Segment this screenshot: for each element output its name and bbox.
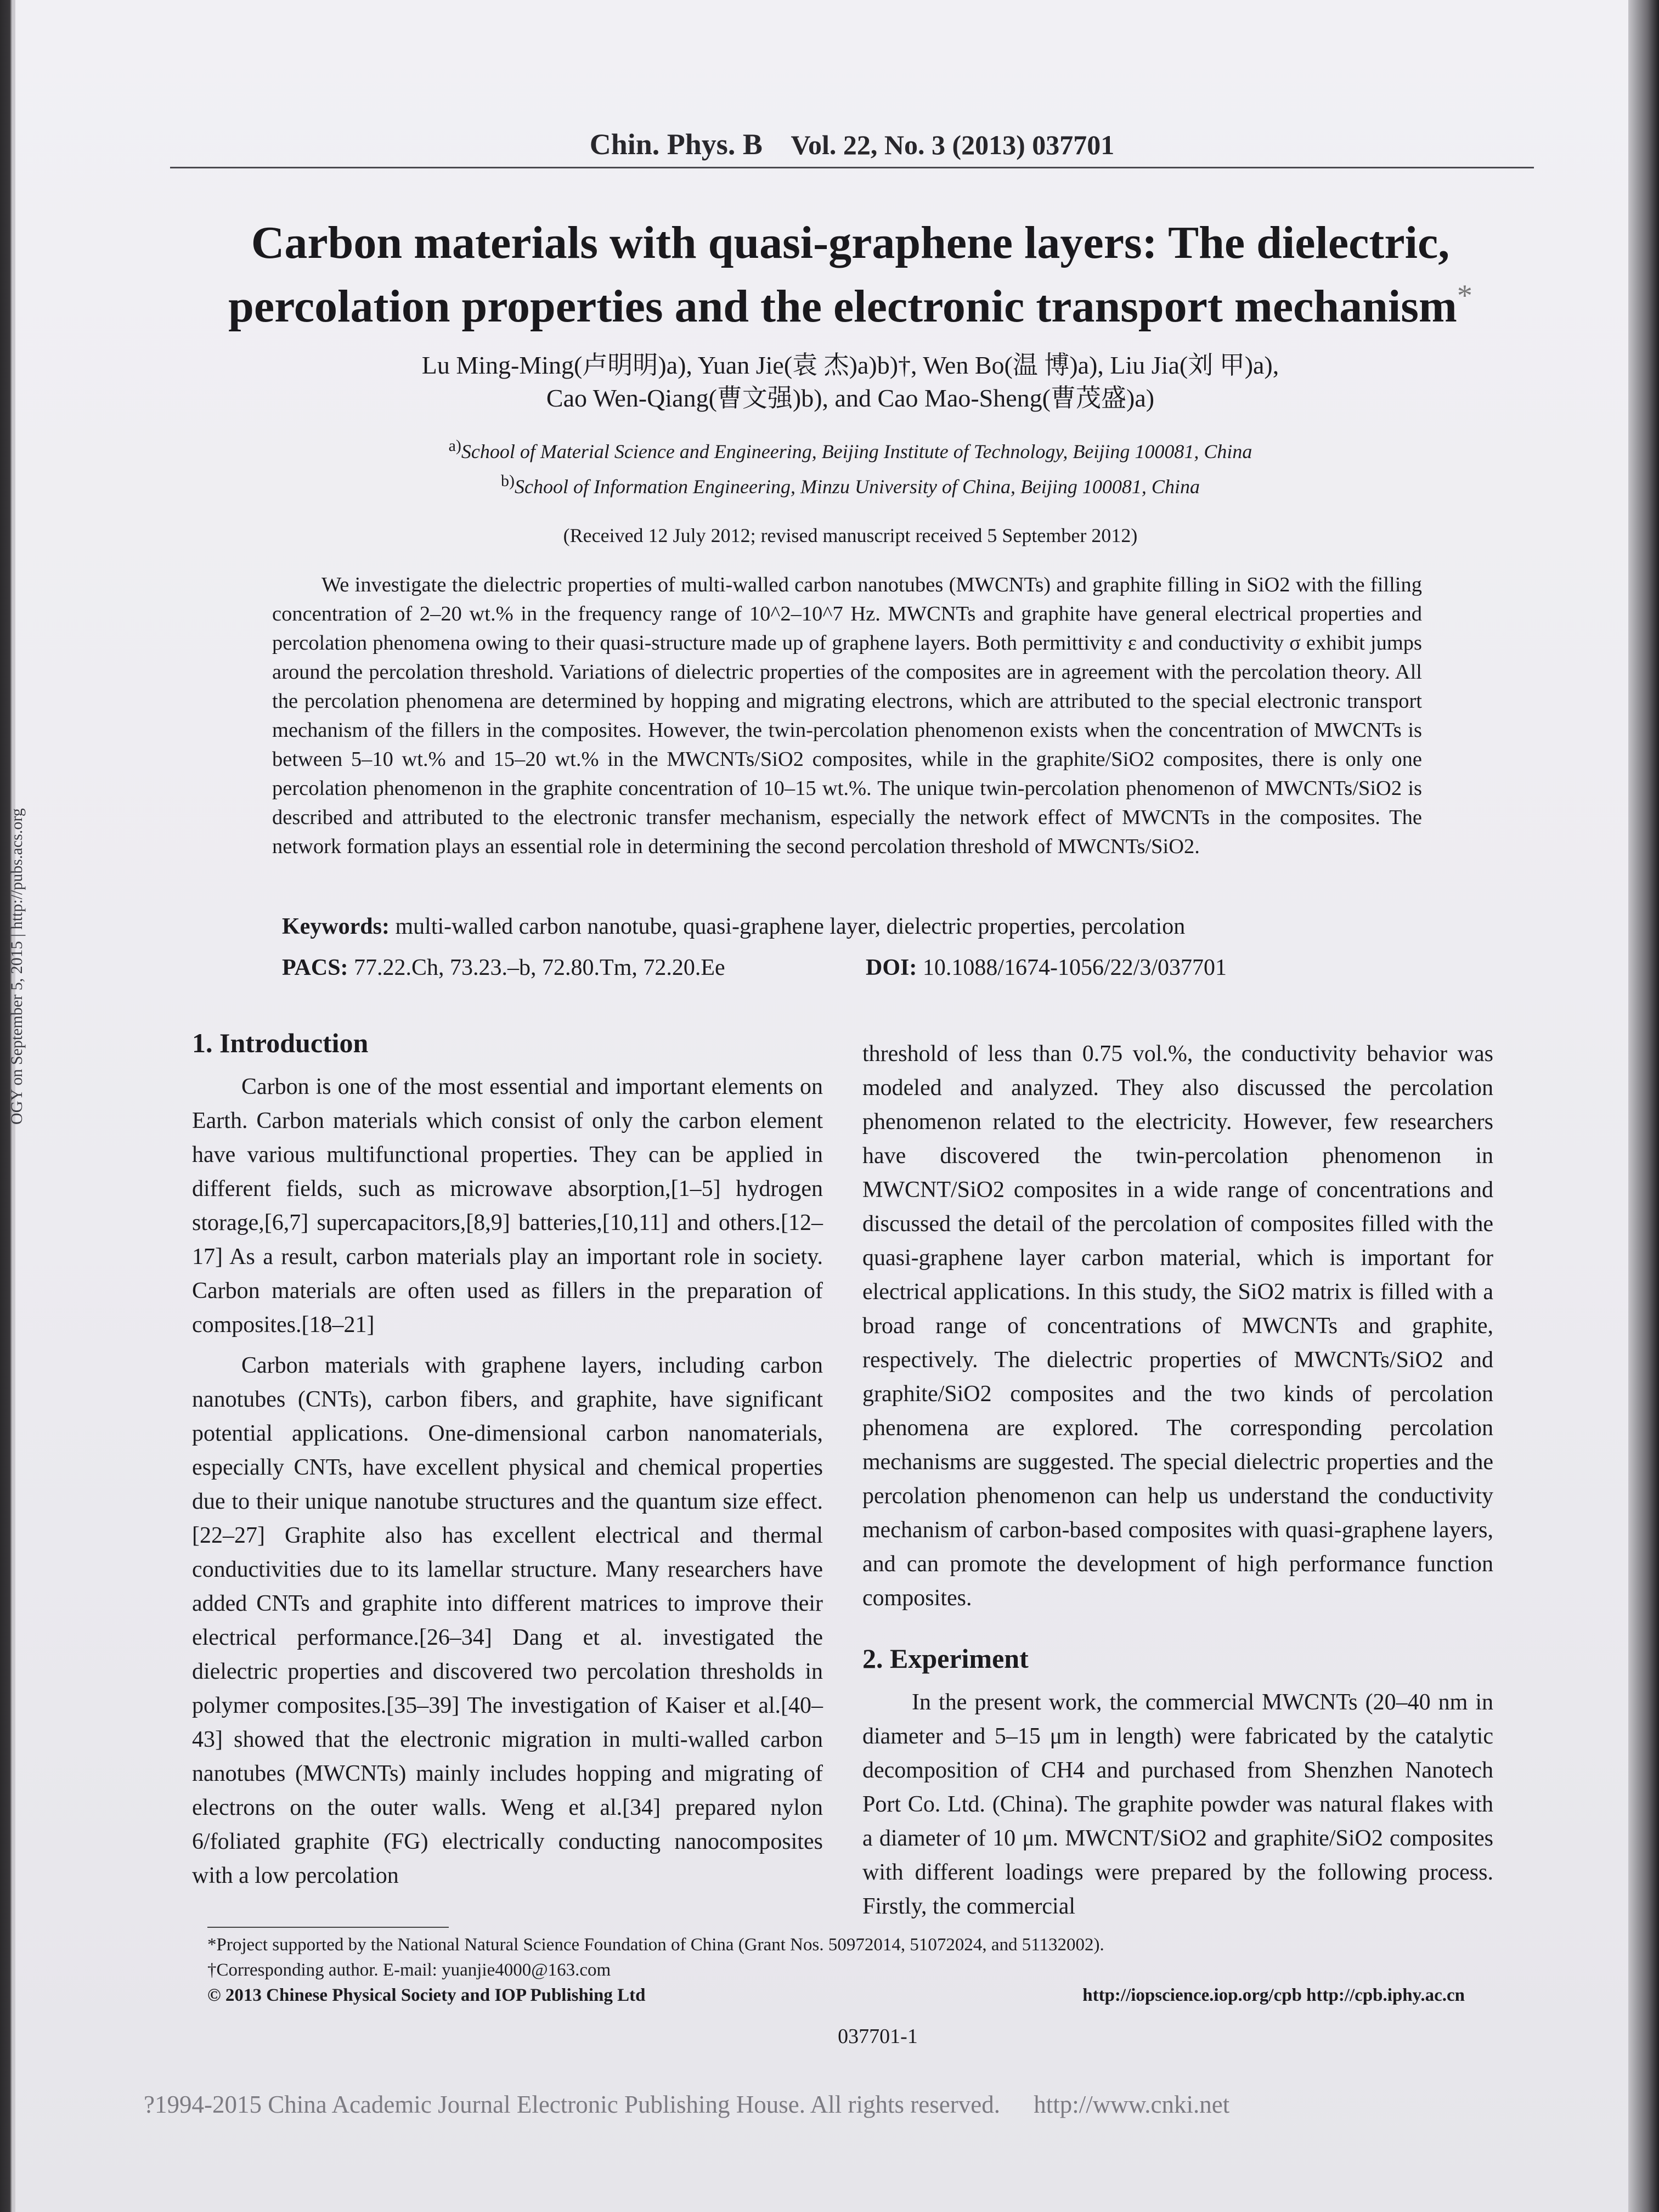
- project-footnote: *Project supported by the National Natural Science Foundation of China (Grant Nos. 50972014, 51072024, and 51132002).: [207, 1935, 1104, 1955]
- cnki-copyright: ?1994-2015 China Academic Journal Electronic Publishing House. All rights reserved.: [144, 2091, 1000, 2118]
- journal-name: Chin. Phys. B: [589, 128, 763, 161]
- cnki-watermark: [144, 2090, 1460, 2119]
- intro-paragraph-3: threshold of less than 0.75 vol.%, the conductivity behavior was modeled and analyzed. They also discussed the percolation phenomenon related to the electricity. However, few researchers have discovered the twin-percolation phenomenon in MWCNT/SiO2 composites in a wide range of concentrations and discussed the detail of the percolation of composites filled with the quasi-graphene layer carbon material, which is important for electrical applications. In this study, the SiO2 matrix is filled with a broad range of concentrations of MWCNTs and graphite, respectively. The dielectric properties of MWCNTs/SiO2 and graphite/SiO2 composites and the two kinds of percolation phenomena are explored. The corresponding percolation mechanisms are suggested. The special dielectric properties and the percolation phenomenon can help us understand the conductivity mechanism of carbon-based composites with quasi-graphene layers, and can promote the development of high performance function composites.: [862, 1041, 1493, 1611]
- left-column: [192, 1026, 823, 1893]
- keywords-text: multi-walled carbon nanotube, quasi-graphene layer, dielectric properties, percolation: [395, 914, 1186, 939]
- volume-info: Vol. 22, No. 3 (2013) 037701: [791, 129, 1115, 160]
- title-line-1: Carbon materials with quasi-graphene layers: The dielectric,: [251, 217, 1450, 268]
- received-dates: (Received 12 July 2012; revised manuscript received 5 September 2012): [563, 524, 1138, 546]
- right-column: [862, 1037, 1493, 1923]
- title-footnote-marker: *: [1457, 279, 1472, 313]
- pacs-doi-row: [282, 955, 1423, 981]
- journal-urls[interactable]: http://iopscience.iop.org/cpb http://cpb.iphy.ac.cn: [1082, 1985, 1465, 2005]
- intro-heading: 1. Introduction: [192, 1028, 369, 1058]
- doi[interactable]: DOI: 10.1088/1674-1056/22/3/037701: [866, 955, 1227, 980]
- running-header: [170, 127, 1534, 168]
- side-download-note: OGY on September 5, 2015 | http://pubs.acs.org: [8, 808, 26, 1125]
- abstract: We investigate the dielectric properties of multi-walled carbon nanotubes (MWCNTs) and graphite filling in SiO2 with the filling concentration of 2–20 wt.% in the frequency range of 10^2–10^7 Hz. MWCNTs and graphite have general electrical properties and percolation phenomena owing to their quasi-structure made up of graphene layers. Both permittivity ε and conductivity σ exhibit jumps around the percolation threshold. Variations of dielectric properties of the composites are in agreement with the percolation theory. All the percolation phenomena are determined by hopping and migrating electrons, which are attributed to the special electronic transport mechanism of the fillers in the composites. However, the twin-percolation phenomenon exists when the concentration of MWCNTs is between 5–10 wt.% and 15–20 wt.% in the MWCNTs/SiO2 composites, while in the graphite/SiO2 composites, there is only one percolation phenomenon in the graphite concentration of 10–15 wt.%. The unique twin-percolation phenomenon of MWCNTs/SiO2 is described and attributed to the electronic transfer mechanism, especially the network effect of MWCNTs in the composites. The network formation plays an essential role in determining the second percolation threshold of MWCNTs/SiO2.: [272, 573, 1422, 858]
- footnote-rule: [207, 1927, 449, 1928]
- authors-line-1: Lu Ming-Ming(卢明明)a), Yuan Jie(袁 杰)a)b)†, Wen Bo(温 博)a), Liu Jia(刘 甲)a),: [421, 351, 1279, 379]
- authors-line-2: Cao Wen-Qiang(曹文强)b), and Cao Mao-Sheng(曹茂盛)a): [546, 384, 1155, 412]
- title-line-2: percolation properties and the electronic transport mechanism*: [228, 279, 1472, 332]
- experiment-heading: 2. Experiment: [862, 1643, 1029, 1674]
- corresponding-author-footnote: †Corresponding author. E-mail: yuanjie4000@163.com: [207, 1960, 611, 1980]
- footnotes: [207, 1932, 1524, 2008]
- affiliations: [181, 431, 1520, 501]
- page-number: 037701-1: [838, 2025, 918, 2048]
- paper-title: [181, 217, 1520, 333]
- copyright-line: © 2013 Chinese Physical Society and IOP Publishing Ltd: [207, 1985, 646, 2005]
- affiliation-a: $^{a)}$School of Material Science and Engineering, Beijing Institute of Technology, Beijing 100081, China: [448, 437, 1252, 462]
- affiliation-b: $^{b)}$School of Information Engineering, Minzu University of China, Beijing 100081, China: [501, 472, 1200, 498]
- author-list: [181, 349, 1520, 415]
- intro-paragraph-2: Carbon materials with graphene layers, including carbon nanotubes (CNTs), carbon fibers, and graphite, have significant potential applications. One-dimensional carbon nanomaterials, especially CNTs, have excellent physical and chemical properties due to their unique nanotube structures and the quantum size effect.[22–27] Graphite also has excellent electrical and thermal conductivities due to its lamellar structure. Many researchers have added CNTs and graphite into different matrices to improve their electrical performance.[26–34] Dang et al. investigated the dielectric properties and discovered two percolation thresholds in polymer composites.[35–39] The investigation of Kaiser et al.[40–43] showed that the electronic migration in multi-walled carbon nanotubes (MWCNTs) mainly includes hopping and migrating of electrons on the outer walls. Weng et al.[34] prepared nylon 6/foliated graphite (FG) electrically conducting nanocomposites with a low percolation: [192, 1353, 823, 1888]
- cnki-url[interactable]: http://www.cnki.net: [1034, 2091, 1230, 2118]
- experiment-paragraph-1: In the present work, the commercial MWCNTs (20–40 nm in diameter and 5–15 μm in length) were fabricated by the catalytic decomposition of CH4 and purchased from Shenzhen Nanotech Port Co. Ltd. (China). The graphite powder was natural flakes with a diameter of 10 μm. MWCNT/SiO2 and graphite/SiO2 composites with different loadings were prepared by the following process. Firstly, the commercial: [862, 1690, 1493, 1919]
- keywords-label: Keywords:: [282, 914, 390, 939]
- pacs: PACS: 77.22.Ch, 73.23.–b, 72.80.Tm, 72.20.Ee: [282, 955, 725, 980]
- intro-paragraph-1: Carbon is one of the most essential and important elements on Earth. Carbon materials which consist of only the carbon element have various multifunctional properties. They can be applied in different fields, such as microwave absorption,[1–5] hydrogen storage,[6,7] supercapacitors,[8,9] batteries,[10,11] and others.[12–17] As a result, carbon materials play an important role in society. Carbon materials are often used as fillers in the preparation of composites.[18–21]: [192, 1074, 823, 1338]
- keywords-line: [282, 913, 1423, 940]
